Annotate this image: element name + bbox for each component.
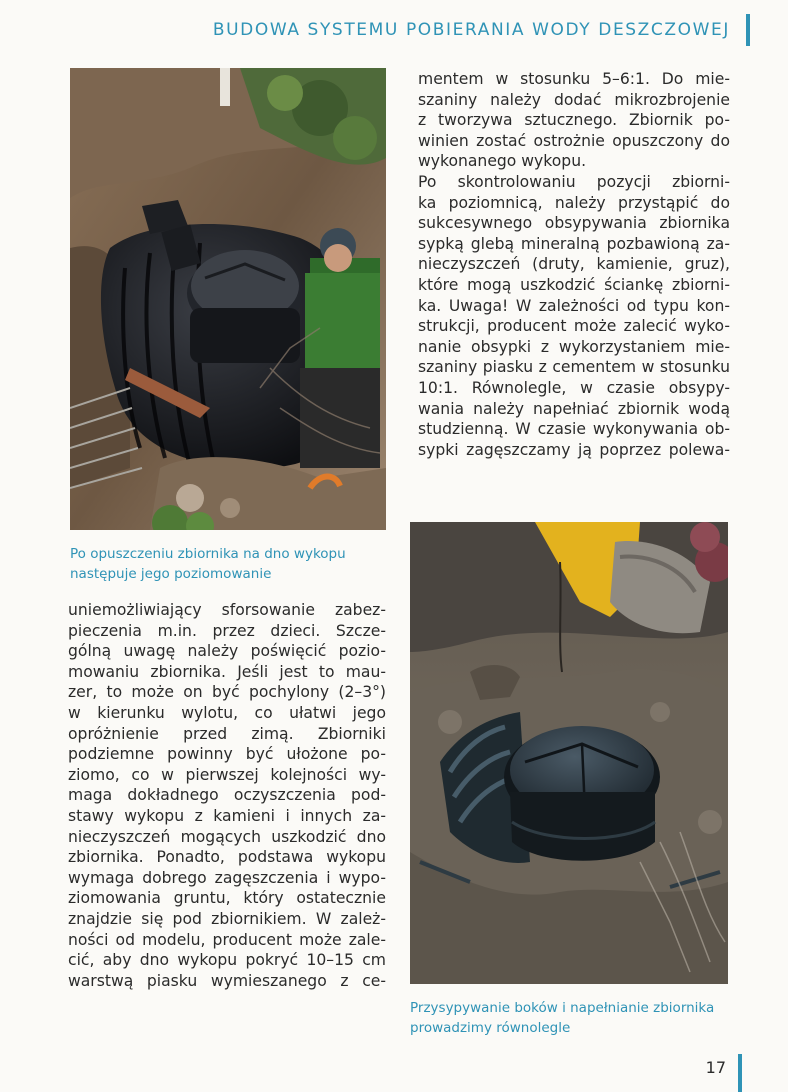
text-line: ziomowania gruntu, który ostatecznie	[68, 889, 386, 908]
text-column-left	[68, 600, 386, 991]
text-line: które mogą uszkodzić ściankę zbiorni-	[418, 275, 730, 294]
photo-caption: Po opuszczeniu zbiornika na dno wykopu następuje jego poziomowanie	[70, 546, 346, 582]
text-line: zer, to może on być pochylony (2–3°)	[68, 683, 386, 702]
text-line: znajdzie się pod zbiornikiem. W zależ-	[68, 909, 386, 928]
text-line: winien zostać ostrożnie opuszczony do	[418, 131, 730, 150]
text-line: wykonanego wykopu.	[418, 152, 587, 171]
text-line: wania należy napełniać zbiornik wodą	[418, 399, 730, 418]
text-line: nieczyszczeń (druty, kamienie, gruz),	[418, 255, 730, 274]
text-line: sypki zagęszczamy ją poprzez polewa-	[418, 440, 730, 459]
text-line: zbiornika. Ponadto, podstawa wykopu	[68, 848, 386, 867]
text-line: mentem w stosunku 5–6:1. Do mie-	[418, 70, 730, 88]
text-line: warstwą piasku wymieszanego z ce-	[68, 971, 386, 990]
text-line: sypką glebą mineralną pozbawioną za-	[418, 234, 730, 253]
text-line: w kierunku wylotu, co ułatwi jego	[68, 703, 386, 722]
text-line: cić, aby dno wykopu pokryć 10–15 cm	[68, 951, 386, 970]
photo-tank-leveling	[70, 68, 386, 530]
text-line: ka. Uwaga! W zależności od typu kon-	[418, 296, 730, 315]
text-line: nieczyszczeń mogących uszkodzić dno	[68, 827, 386, 846]
text-column-right	[418, 69, 730, 460]
text-line: sukcesywnego obsypywania zbiornika	[418, 214, 730, 233]
text-line: nanie obsypki z wykorzystaniem mie-	[418, 337, 730, 356]
text-line: mowaniu zbiornika. Jeśli jest to mau-	[68, 662, 386, 681]
photo-caption: Przysypywanie boków i napełnianie zbiornika prowadzimy równolegle	[410, 1000, 715, 1036]
text-line: szaniny należy dodać mikrozbrojenie	[418, 90, 730, 109]
text-line: strukcji, producent może zalecić wyko-	[418, 317, 730, 336]
text-line: maga dokładnego oczyszczenia pod-	[68, 786, 386, 805]
header-accent-bar	[746, 14, 750, 46]
text-line: opróżnienie przed zimą. Zbiorniki	[68, 724, 386, 743]
text-line: uniemożliwiający sforsowanie zabez-	[68, 601, 386, 619]
text-line: ziomo, co w pierwszej kolejności wy-	[68, 765, 386, 784]
photo-tank-backfilling	[410, 522, 728, 984]
text-line: ka poziomnicą, należy przystąpić do	[418, 193, 730, 212]
text-line: gólną uwagę należy poświęcić pozio-	[68, 642, 386, 661]
text-line: Po skontrolowaniu pozycji zbiorni-	[418, 172, 730, 191]
text-line: podziemne powinny być ułożone po-	[68, 745, 386, 764]
text-line: pieczenia m.in. przez dzieci. Szcze-	[68, 621, 386, 640]
text-line: ności od modelu, producent może zale-	[68, 930, 386, 949]
text-line: stawy wykopu z kamieni i innych za-	[68, 806, 386, 825]
text-line: z tworzywa sztucznego. Zbiornik po-	[418, 111, 730, 130]
page-number: 17	[705, 1058, 726, 1077]
text-line: studzienną. W czasie wykonywania ob-	[418, 420, 730, 439]
text-line: 10:1. Równolegle, w czasie obsypy-	[418, 378, 730, 397]
text-line: wymaga dobrego zagęszczenia i wypo-	[68, 868, 386, 887]
running-header: BUDOWA SYSTEMU POBIERANIA WODY DESZCZOWEJ	[212, 20, 730, 40]
text-line: szaniny piasku z cementem w stosunku	[418, 358, 730, 377]
footer-accent-bar	[738, 1054, 742, 1092]
